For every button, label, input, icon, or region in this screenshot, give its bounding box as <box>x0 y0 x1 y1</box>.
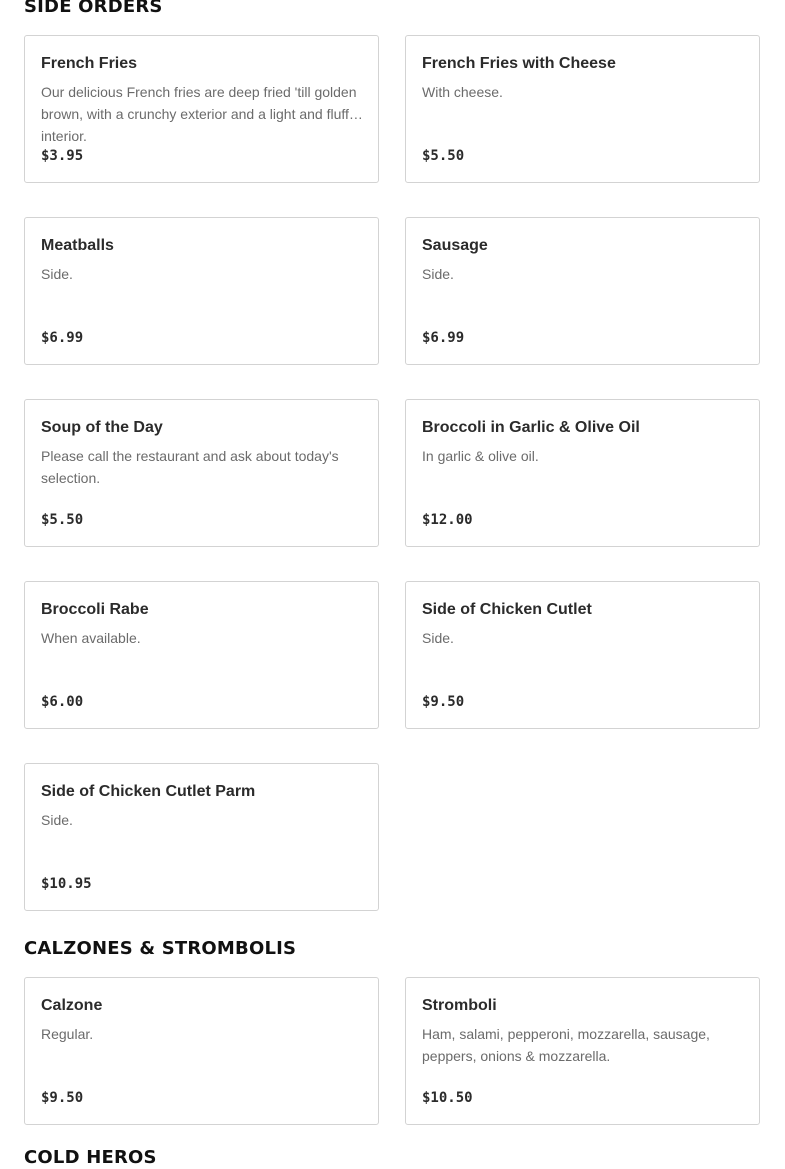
menu-item-name: Meatballs <box>41 237 114 254</box>
menu-item-price: $10.95 <box>41 876 92 892</box>
menu-item-description: When available. <box>41 630 141 646</box>
menu-item-name: Stromboli <box>422 997 497 1014</box>
menu-item-price: $6.99 <box>41 330 84 346</box>
menu-item-name: French Fries with Cheese <box>422 55 616 72</box>
menu-item-price: $12.00 <box>422 512 473 528</box>
menu-item-card[interactable] <box>24 977 379 1125</box>
menu-item-name: Sausage <box>422 237 488 254</box>
menu-item-card[interactable] <box>405 977 760 1125</box>
menu-item-description: With cheese. <box>422 84 503 100</box>
menu-item-price: $5.50 <box>41 512 84 528</box>
menu-item-card[interactable] <box>405 217 760 365</box>
menu-item-price: $5.50 <box>422 148 465 164</box>
menu-item-name: Side of Chicken Cutlet Parm <box>41 783 256 800</box>
menu-item-price: $9.50 <box>422 694 465 710</box>
menu-item-card[interactable] <box>405 399 760 547</box>
section-title-calzones-strombolis: CALZONES & STROMBOLIS <box>24 938 297 959</box>
menu-item-description: In garlic & olive oil. <box>422 448 539 464</box>
menu-item-card[interactable] <box>24 399 379 547</box>
menu-item-name: Side of Chicken Cutlet <box>422 601 592 618</box>
menu-item-description: Side. <box>41 812 73 828</box>
menu-item-card[interactable] <box>405 35 760 183</box>
menu-item-price: $6.99 <box>422 330 465 346</box>
menu-item-description: Our delicious French fries are deep fried 'till golden brown, with a crunchy exterior and a light and fluffy interior. <box>41 84 357 144</box>
menu-item-description: Side. <box>422 630 454 646</box>
menu-item-card[interactable] <box>24 763 379 911</box>
menu-item-name: French Fries <box>41 55 138 72</box>
menu-item-name: Soup of the Day <box>41 419 163 436</box>
menu-item-card[interactable] <box>24 217 379 365</box>
menu-item-description: Please call the restaurant and ask about today's selection. <box>41 448 339 486</box>
section-title-side-orders: SIDE ORDERS <box>24 0 163 17</box>
menu-item-price: $10.50 <box>422 1090 473 1106</box>
menu-item-description: Side. <box>422 266 454 282</box>
menu-item-card[interactable] <box>24 581 379 729</box>
menu-item-description: Regular. <box>41 1026 94 1042</box>
menu-item-description: Ham, salami, pepperoni, mozzarella, sausage, peppers, onions & mozzarella. <box>422 1026 710 1064</box>
section-title-cold-heros: COLD HEROS <box>24 1147 157 1168</box>
menu-item-price: $6.00 <box>41 694 84 710</box>
menu-item-card[interactable] <box>24 35 379 183</box>
menu-item-name: Calzone <box>41 997 103 1014</box>
menu-item-price: $3.95 <box>41 148 84 164</box>
menu-item-name: Broccoli in Garlic & Olive Oil <box>422 419 640 436</box>
menu-item-name: Broccoli Rabe <box>41 601 149 618</box>
menu-item-card[interactable] <box>405 581 760 729</box>
menu-item-price: $9.50 <box>41 1090 84 1106</box>
menu-item-description: Side. <box>41 266 73 282</box>
